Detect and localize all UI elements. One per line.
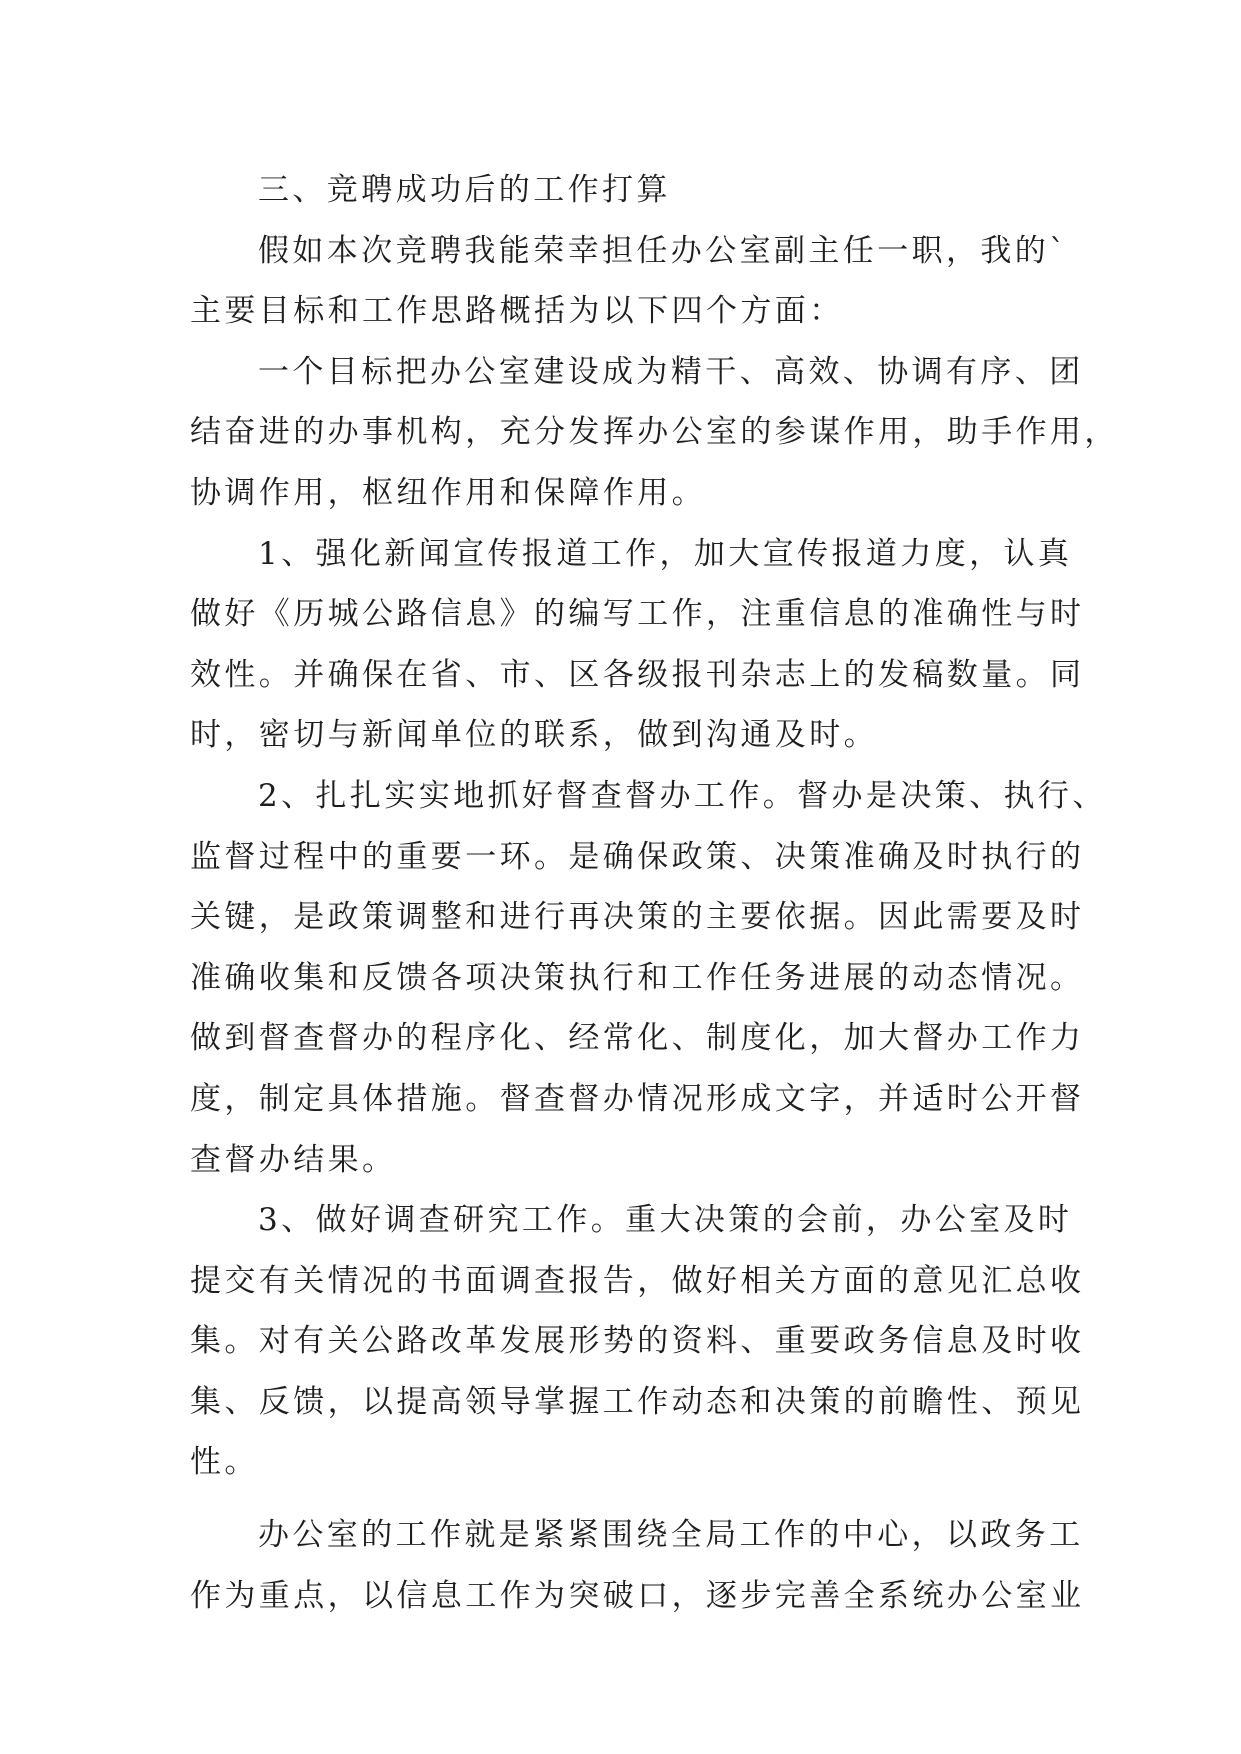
text-line: 监督过程中的重要一环。是确保政策、决策准确及时执行的 — [190, 838, 1085, 875]
text-line: 集、反馈，以提高领导掌握工作动态和决策的前瞻性、预见 — [190, 1383, 1085, 1420]
text-line: 提交有关情况的书面调查报告，做好相关方面的意见汇总收 — [190, 1262, 1085, 1299]
text-line: 协调作用，枢纽作用和保障作用。 — [190, 474, 706, 511]
text-line: 效性。并确保在省、市、区各级报刊杂志上的发稿数量。同 — [190, 656, 1085, 693]
text-line: 集。对有关公路改革发展形势的资料、重要政务信息及时收 — [190, 1323, 1085, 1360]
item-3-paragraph — [190, 1190, 1085, 1493]
text-line: 关键，是政策调整和进行再决策的主要依据。因此需要及时 — [190, 899, 1085, 936]
closing-paragraph — [190, 1505, 1085, 1626]
text-line: 1、强化新闻宣传报道工作，加大宣传报道力度，认真 — [258, 535, 1073, 572]
text-line: 做到督查督办的程序化、经常化、制度化，加大督办工作力 — [190, 1020, 1085, 1057]
text-line: 结奋进的办事机构，充分发挥办公室的参谋作用，助手作用， — [190, 414, 1119, 451]
item-2-paragraph — [190, 766, 1107, 1190]
item-1-paragraph — [190, 524, 1085, 766]
text-line: 作为重点，以信息工作为突破口，逐步完善全系统办公室业 — [190, 1577, 1085, 1614]
text-line: 假如本次竞聘我能荣幸担任办公室副主任一职，我的` — [258, 232, 1069, 269]
text-line: 做好《历城公路信息》的编写工作，注重信息的准确性与时 — [190, 596, 1085, 633]
text-line: 时，密切与新闻单位的联系，做到沟通及时。 — [190, 717, 878, 754]
text-line: 查督办结果。 — [190, 1141, 397, 1178]
section-heading — [190, 160, 1060, 221]
text-line: 三、竞聘成功后的工作打算 — [258, 172, 671, 208]
text-line: 2、扎扎实实地抓好督查督办工作。督办是决策、执行、 — [258, 777, 1107, 814]
text-line: 主要目标和工作思路概括为以下四个方面： — [190, 293, 844, 330]
text-line: 度，制定具体措施。督查督办情况形成文字，并适时公开督 — [190, 1080, 1085, 1117]
text-line: 性。 — [190, 1444, 259, 1481]
document-body — [190, 160, 1119, 1626]
text-line: 一个目标把办公室建设成为精干、高效、协调有序、团 — [258, 353, 1084, 390]
intro-paragraph — [190, 221, 1069, 342]
text-line: 办公室的工作就是紧紧围绕全局工作的中心，以政务工 — [258, 1517, 1084, 1554]
paragraph-gap — [190, 1493, 1060, 1505]
text-line: 准确收集和反馈各项决策执行和工作任务进展的动态情况。 — [190, 959, 1085, 996]
text-line: 3、做好调查研究工作。重大决策的会前，办公室及时 — [258, 1202, 1073, 1239]
goal-paragraph — [190, 342, 1119, 524]
